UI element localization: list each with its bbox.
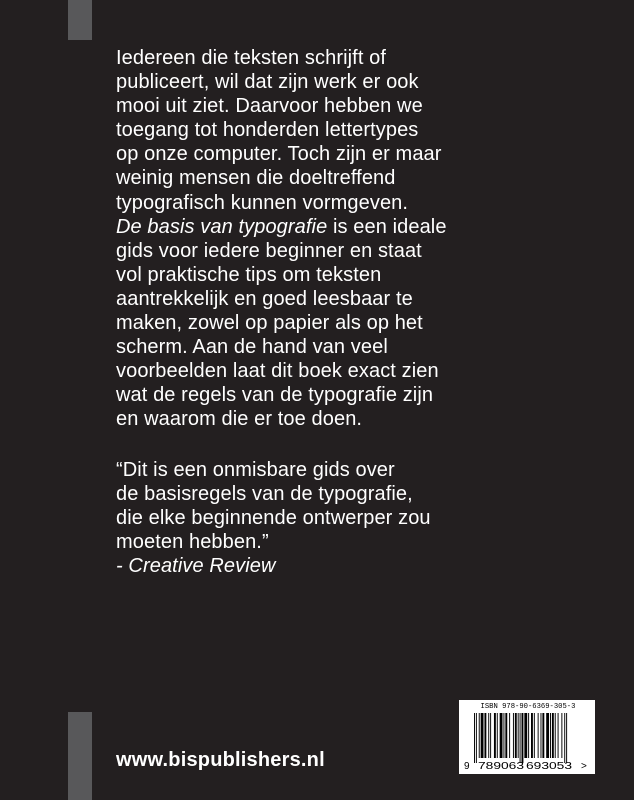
publisher-website: www.bispublishers.nl bbox=[116, 749, 325, 771]
barcode-right-digits: 693053 bbox=[526, 761, 573, 771]
barcode-bar bbox=[542, 713, 544, 758]
blurb-title-line bbox=[116, 215, 586, 239]
barcode-bars bbox=[474, 713, 567, 763]
barcode-bar bbox=[564, 713, 565, 763]
quote-attribution: - Creative Review bbox=[116, 555, 276, 578]
blurb-line: gids voor iedere beginner en staat bbox=[116, 239, 422, 262]
blurb-line: publiceert, wil dat zijn werk er ook bbox=[116, 71, 419, 94]
barcode-bar bbox=[524, 713, 527, 758]
blurb-line: scherm. Aan de hand van veel bbox=[116, 336, 388, 359]
barcode-bar bbox=[479, 713, 480, 758]
quote-line: die elke beginnende ontwerper zou bbox=[116, 507, 431, 530]
blurb-line: toegang tot honderden lettertypes bbox=[116, 119, 419, 142]
barcode-image bbox=[463, 713, 591, 771]
review-quote bbox=[116, 458, 586, 578]
blurb-line: en waarom die er toe doen. bbox=[116, 408, 363, 431]
barcode-bar bbox=[534, 713, 535, 758]
barcode-bar bbox=[518, 713, 519, 758]
barcode-bar bbox=[484, 713, 486, 758]
barcode-bar bbox=[528, 713, 529, 758]
blurb-line: maken, zowel op papier als op het bbox=[116, 312, 423, 335]
blurb-text bbox=[116, 46, 586, 432]
barcode-bar bbox=[503, 713, 504, 758]
blurb-line: wat de regels van de typografie zijn bbox=[116, 384, 434, 407]
barcode-bar bbox=[500, 713, 503, 758]
barcode-bar bbox=[476, 713, 477, 763]
blurb-line: op onze computer. Toch zijn er maar bbox=[116, 143, 442, 166]
barcode-bar bbox=[538, 713, 539, 758]
barcode-bar bbox=[513, 713, 514, 758]
blurb-line: weinig mensen die doeltreffend bbox=[116, 167, 396, 190]
book-title: De basis van typografie bbox=[116, 215, 328, 238]
barcode-bar bbox=[531, 713, 533, 758]
barcode-bar bbox=[488, 713, 489, 758]
blurb-title-rest: is een ideale bbox=[327, 215, 447, 238]
quote-line: de basisregels van de typografie, bbox=[116, 483, 413, 506]
blurb-line: Iedereen die teksten schrijft of bbox=[116, 47, 387, 69]
blurb-line: mooi uit ziet. Daarvoor hebben we bbox=[116, 95, 423, 118]
barcode-bar bbox=[505, 713, 507, 758]
barcode-bar bbox=[481, 713, 484, 758]
barcode-bar bbox=[552, 713, 554, 758]
quote-line: moeten hebben.” bbox=[116, 531, 269, 554]
barcode-bar bbox=[520, 713, 521, 763]
barcode-bar bbox=[494, 713, 496, 758]
spine-mark-bottom bbox=[68, 712, 92, 800]
blurb-line: aantrekkelijk en goed leesbaar te bbox=[116, 287, 413, 310]
barcode-lead-digit: 9 bbox=[464, 761, 470, 771]
barcode-end-mark: > bbox=[581, 761, 587, 771]
isbn-barcode bbox=[459, 700, 595, 774]
barcode-bar bbox=[546, 713, 549, 758]
barcode-bar bbox=[522, 713, 524, 763]
barcode-bar bbox=[515, 713, 517, 758]
barcode-bar bbox=[541, 713, 542, 758]
blurb-line: typografisch kunnen vormgeven. bbox=[116, 191, 409, 214]
barcode-left-digits: 789063 bbox=[478, 761, 525, 771]
barcode-bar bbox=[550, 713, 551, 758]
blurb-line: voorbeelden laat dit boek exact zien bbox=[116, 360, 439, 383]
barcode-bar bbox=[509, 713, 510, 758]
isbn-label: ISBN 978-90-6369-305-3 bbox=[480, 703, 576, 711]
barcode-bar bbox=[474, 713, 475, 763]
spine-mark-top bbox=[68, 0, 92, 40]
barcode-bar bbox=[497, 713, 498, 758]
barcode-bar bbox=[566, 713, 567, 763]
barcode-bar bbox=[490, 713, 491, 758]
blurb-line: vol praktische tips om teksten bbox=[116, 263, 382, 286]
barcode-bar bbox=[561, 713, 562, 758]
quote-line: “Dit is een onmisbare gids over bbox=[116, 459, 395, 481]
barcode-bar bbox=[558, 713, 559, 758]
barcode-bar bbox=[555, 713, 556, 758]
